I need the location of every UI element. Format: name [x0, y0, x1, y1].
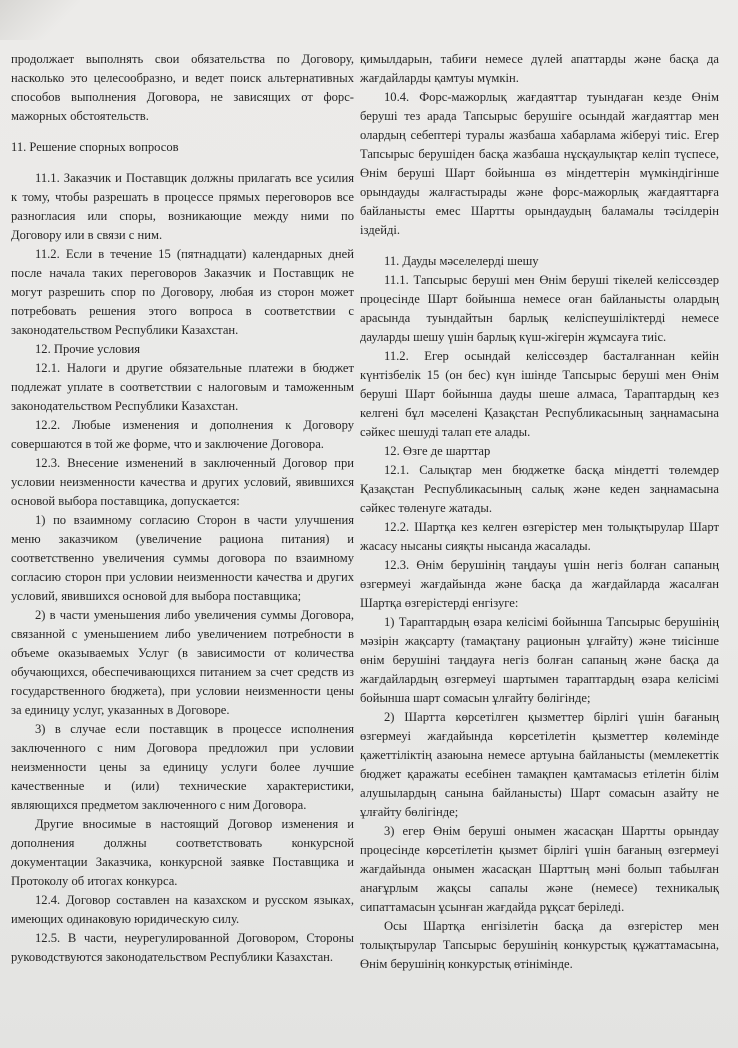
clause-12-3-item-3: 3) в случае если поставщик в процессе исполнения заключенного с ним Договора предложил при условии неизменности цены за единицу услуги более лучшие качественные и (или) технические характеристики, являющихся предметом заключенного с ним Договора.	[11, 722, 354, 812]
clause-12-3-item-2: 2) в части уменьшения либо увеличения суммы Договора, связанной с уменьшением либо увеличением потребности в объеме оказываемых Услуг (в зависимости от количества обучающихся, обеспечивающихся питанием за счет средств из государственного бюджета), при условии неизменности цены за единицу услуг, указанных в Договоре.	[11, 608, 354, 717]
clause-10-4-kz: 10.4. Форс-мажорлық жағдаяттар туындаған кезде Өнім беруші тез арада Тапсырыс берушіге осындай жағдаяттар мен олардың себептері туралы жазбаша хабарлама жіберуі тиіс. Егер Тапсырыс берушіден басқа жазбаша нұсқаулықтар келіп түспесе, Өнім беруші Шарт бойынша өз міндеттерін мүмкіндігінше орындауды жалғастырады және форс-мажорлық жағдаяттарға байланысты емес Шартты орындаудың баламалы тәсілдерін іздейді.	[360, 90, 719, 237]
clause-12-3: 12.3. Внесение изменений в заключенный Договор при условии неизменности качества и других условий, явившихся основой выбора поставщика, допускается:	[11, 456, 354, 508]
page-corner-shadow	[0, 0, 80, 40]
clause-12-3-kz: 12.3. Өнім берушінің таңдауы үшін негіз болған сапаның өзгермеуі жағдайында және басқа да жағдайларда жасалған Шартқа өзгерістерді енгізуге:	[360, 558, 719, 610]
clause-12-1-kz: 12.1. Салықтар мен бюджетке басқа міндетті төлемдер Қазақстан Республикасының салық және кеден заңнамасына сәйкес төленуге жатады.	[360, 463, 719, 515]
clause-12-4: 12.4. Договор составлен на казахском и русском языках, имеющих одинаковую юридическую силу.	[11, 893, 354, 926]
clause-12-5: 12.5. В части, неурегулированной Договором, Стороны руководствуются законодательством Республики Казахстан.	[11, 931, 354, 964]
section-heading-12-kz: 12. Өзге де шарттар	[384, 444, 491, 458]
left-column-russian	[11, 50, 354, 967]
clause-12-3-item-1-kz: 1) Тараптардың өзара келісімі бойынша Тапсырыс берушінің мәзірін жақсарту (тамақтану рационын ұлғайту) және тиісінше өнім берушіні таңдауға негіз болған сапаның және басқа да жағдайлардың өзгермеуі шартымен тараптардың өзара келісімі бойынша шарт сомасын ұлғайту бөлігінде;	[360, 615, 719, 705]
clause-12-1: 12.1. Налоги и другие обязательные платежи в бюджет подлежат уплате в соответствии с налоговым и таможенным законодательством Республики Казахстан.	[11, 361, 354, 413]
clause-12-3-item-1: 1) по взаимному согласию Сторон в части улучшения меню заказчиком (увеличение рациона питания) и соответственно увеличения суммы договора по взаимному согласию сторон при условии неизменности качества и других условий, явившихся основой для выбора поставщика;	[11, 513, 354, 603]
right-column-kazakh	[360, 50, 719, 974]
paragraph-other-changes: Другие вносимые в настоящий Договор изменения и дополнения должны соответствовать конкурсной документации Заказчика, конкурсной заявке Поставщика и Протоколу об итогах конкурса.	[11, 817, 354, 888]
section-heading-12: 12. Прочие условия	[35, 342, 141, 356]
clause-11-1-kz: 11.1. Тапсырыс беруші мен Өнім беруші тікелей келіссөздер процесінде Шарт бойынша немесе оған байланысты олардың арасында туындайтын барлық келіспеушіліктерді немесе дауларды шешу үшін барлық күш-жігерін жұмсауға тиіс.	[360, 273, 719, 344]
clause-12-3-item-2-kz: 2) Шартта көрсетілген қызметтер бірлігі үшін бағаның өзгермеуі жағдайында көрсетілетін қызметтер көлемінде қажеттіліктің азаюына немесе артуына байланысты (мемлекеттік бюджет қаражаты есебінен тамақпен қамтамасыз етілетін білім алушылардың санына байланысты) Шарт сомасын азайту не ұлғайту бөлігінде;	[360, 710, 719, 819]
section-heading-11: 11. Решение спорных вопросов	[11, 140, 179, 154]
clause-11-2: 11.2. Если в течение 15 (пятнадцати) календарных дней после начала таких переговоров Заказчик и Поставщик не могут разрешить спор по Договору, любая из сторон может потребовать решения этого вопроса в соответствии с законодательством Республики Казахстан.	[11, 247, 354, 337]
section-heading-11-kz: 11. Дауды мәселелерді шешу	[384, 254, 539, 268]
paragraph-force-majeure-continuation: продолжает выполнять свои обязательства по Договору, насколько это целесообразно, и ведет поиск альтернативных способов выполнения Договора, не зависящих от форс-мажорных обстоятельств.	[11, 52, 354, 123]
clause-12-2: 12.2. Любые изменения и дополнения к Договору совершаются в той же форме, что и заключение Договора.	[11, 418, 354, 451]
clause-12-3-item-3-kz: 3) егер Өнім беруші онымен жасасқан Шартты орындау процесінде көрсетілетін қызмет бірлігі үшін бағаның өзгермеуі жағдайында онымен жасасқан Шарттың мәні болып табылған анағұрлым жақсы сапалы және (немесе) техникалық сипаттамасын ұсынған жағдайда рұқсат беріледі.	[360, 824, 719, 914]
clause-12-2-kz: 12.2. Шартқа кез келген өзгерістер мен толықтырулар Шарт жасасу нысаны сияқты нысанда жасалады.	[360, 520, 719, 553]
clause-11-2-kz: 11.2. Егер осындай келіссөздер басталғаннан кейін күнтізбелік 15 (он бес) күн ішінде Тапсырыс беруші мен Өнім беруші Шарт бойынша дауды шеше алмаса, Тараптардың кез келгені бұл мәселені Қазақстан Республикасының заңнамасына сәйкес шешуді талап ете алады.	[360, 349, 719, 439]
paragraph-other-changes-kz: Осы Шартқа енгізілетін басқа да өзгерістер мен толықтырулар Тапсырыс берушінің конкурстық құжаттамасына, Өнім берушінің конкурстық өтінімінде.	[360, 919, 719, 971]
paragraph-force-majeure-continuation-kz: қимылдарын, табиғи немесе дүлей апаттарды және басқа да жағдайларды қамтуы мүмкін.	[360, 52, 719, 85]
clause-11-1: 11.1. Заказчик и Поставщик должны прилагать все усилия к тому, чтобы разрешать в процессе прямых переговоров все разногласия или споры, возникающие между ними по Договору или в связи с ним.	[11, 171, 354, 242]
